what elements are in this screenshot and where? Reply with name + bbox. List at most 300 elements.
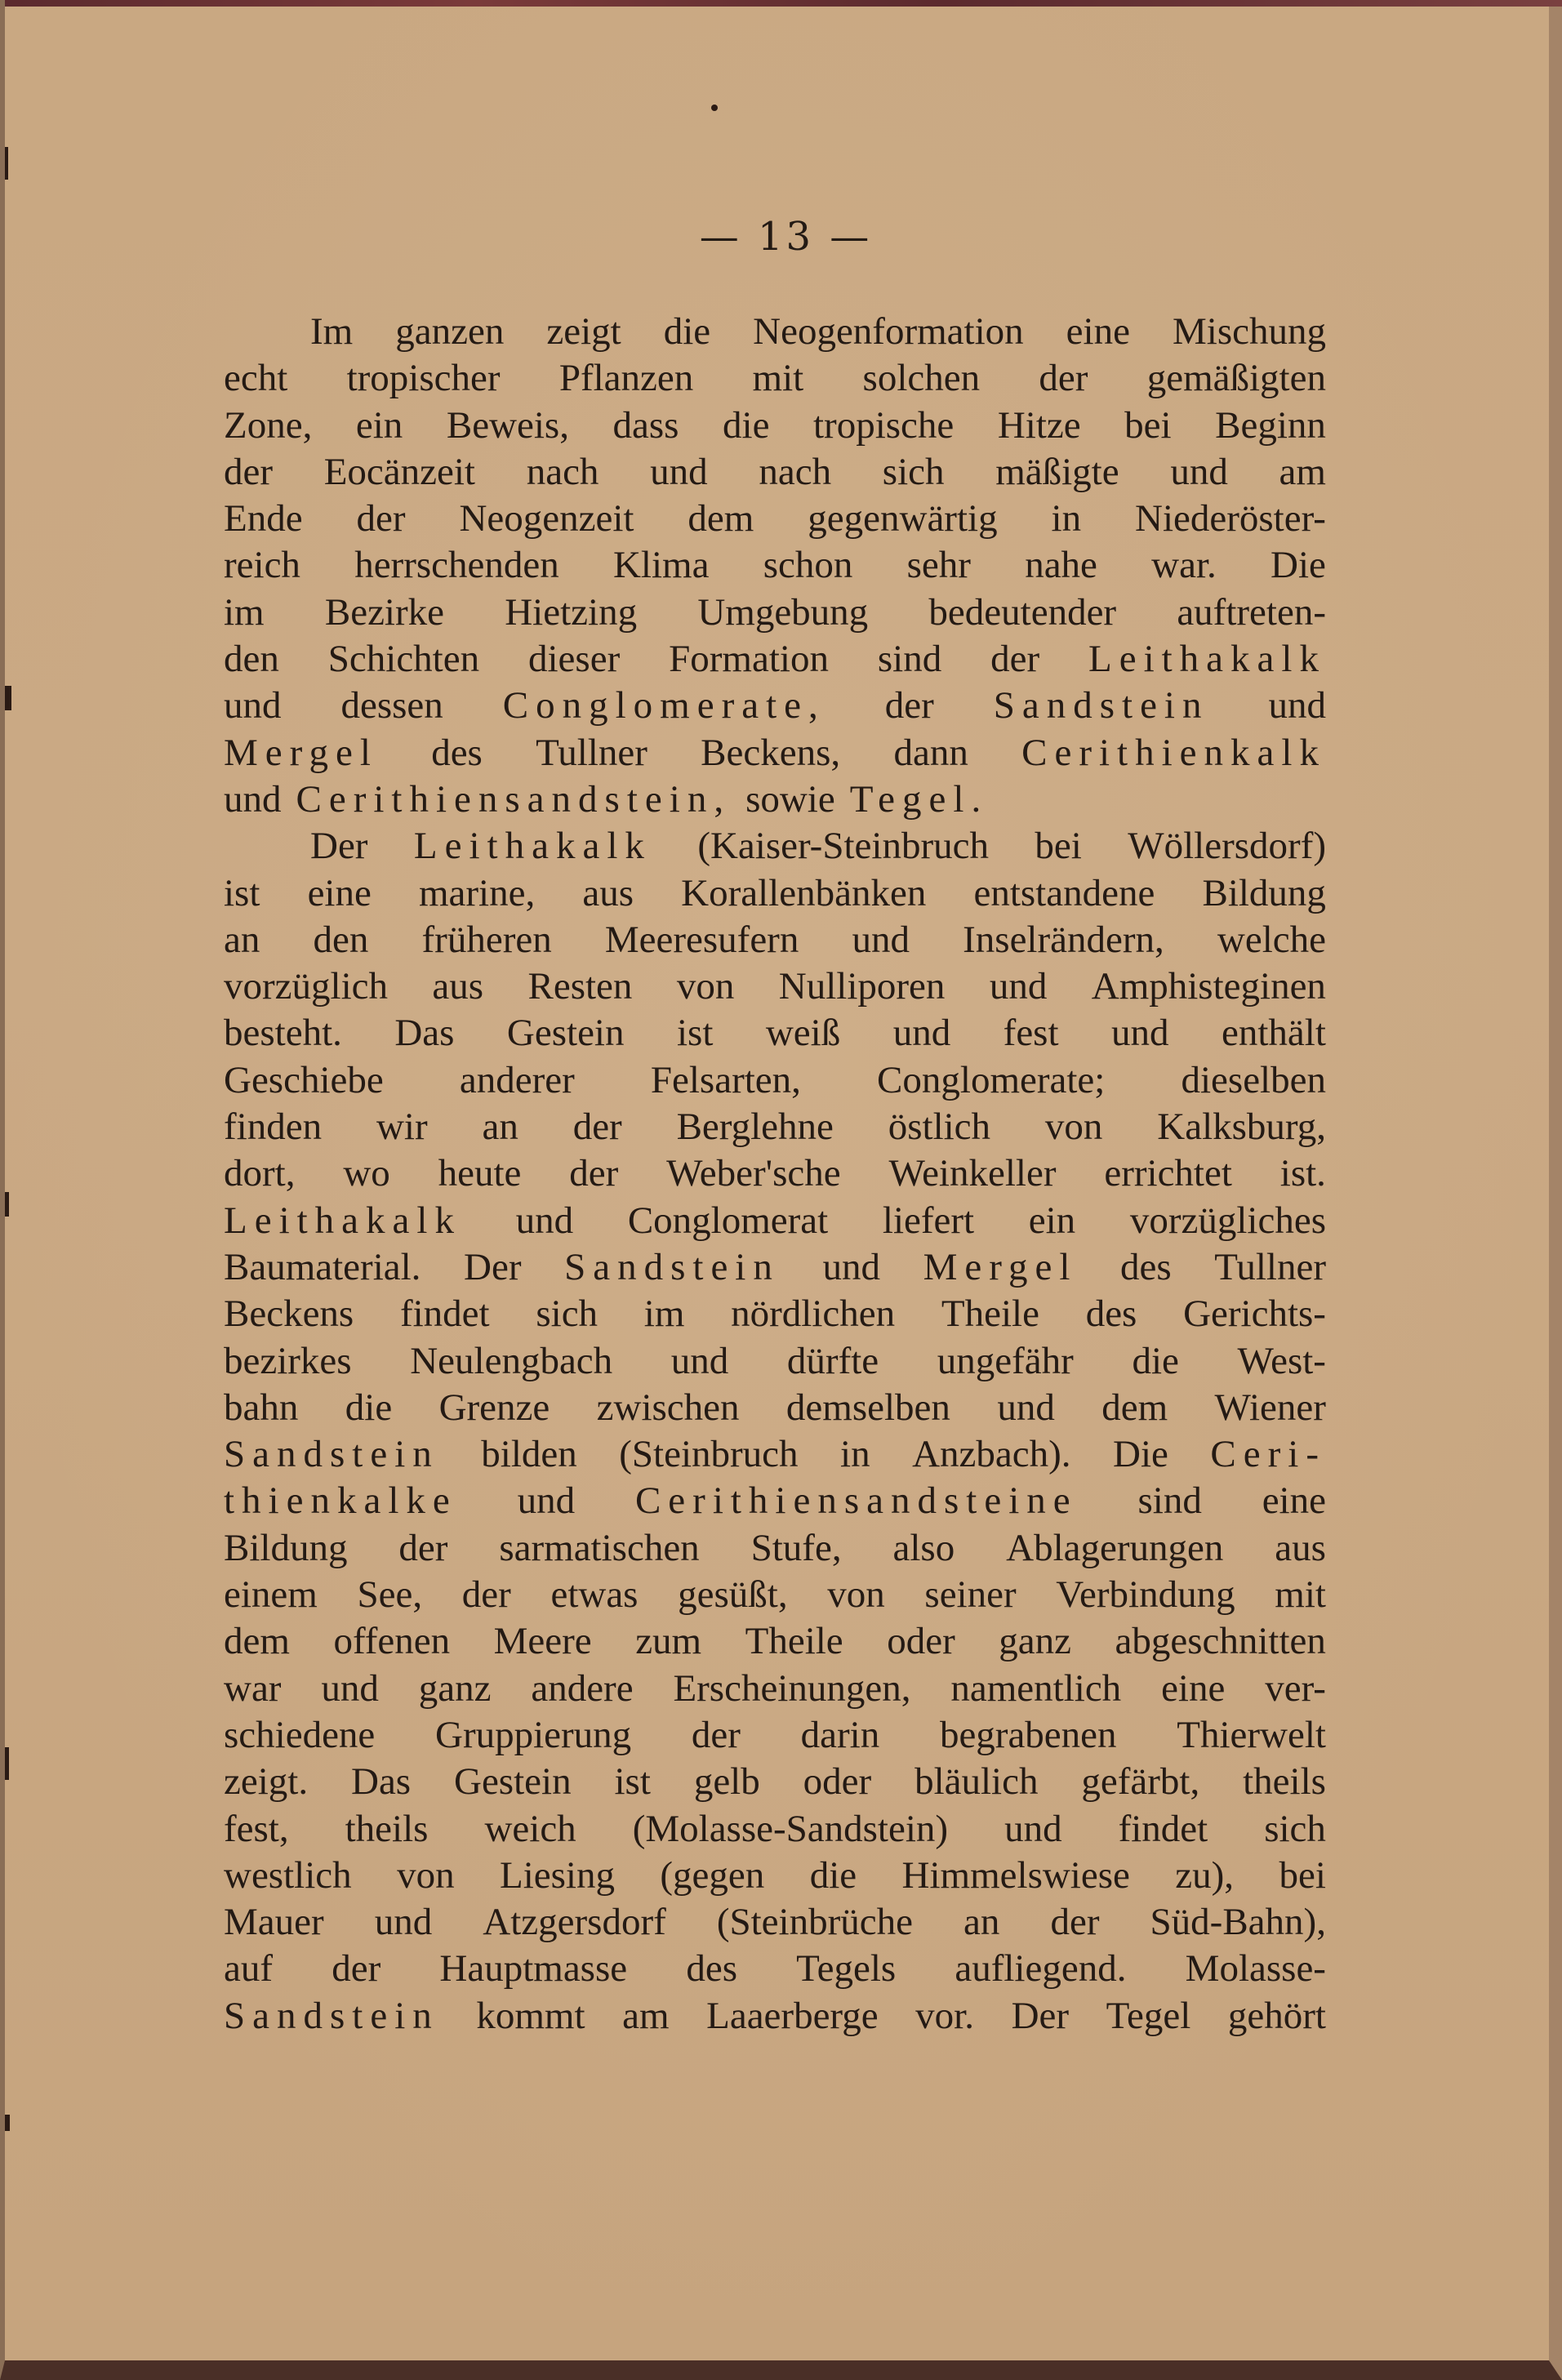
text-line	[224, 963, 1326, 1010]
word: Tegels	[796, 1947, 897, 1991]
text-line	[224, 636, 1326, 683]
word: Grenze	[438, 1386, 550, 1429]
word: Leithakalk	[1088, 638, 1326, 681]
word: besteht.	[224, 1012, 342, 1055]
word: ist.	[1279, 1152, 1326, 1195]
word: demselben	[785, 1386, 950, 1429]
word: Conglomerat	[627, 1199, 829, 1242]
word: also	[892, 1526, 955, 1569]
word: den	[313, 918, 369, 961]
word: Weinkeller	[888, 1152, 1057, 1195]
word: wir	[376, 1105, 428, 1149]
word: von	[676, 965, 735, 1008]
word: an	[963, 1901, 1000, 1944]
word: und	[852, 918, 910, 961]
word: mäßigte	[995, 450, 1119, 493]
text-line	[224, 355, 1326, 402]
word: vor.	[915, 1994, 974, 2037]
word: die	[345, 1386, 393, 1429]
word: ver-	[1265, 1666, 1326, 1710]
word: und	[1268, 684, 1326, 727]
word: sind	[1137, 1479, 1202, 1523]
word: im	[224, 590, 265, 634]
word: Meeresufern	[604, 918, 799, 961]
word: eine	[307, 871, 372, 914]
word: Beweis,	[446, 403, 569, 447]
word: Bezirke	[324, 590, 444, 634]
word: die	[723, 403, 770, 447]
text-line	[224, 1057, 1326, 1104]
word: Laaerberge	[706, 1994, 879, 2037]
word: bedeutender	[928, 590, 1117, 634]
word: sehr	[906, 544, 971, 587]
word: Formation	[669, 638, 829, 681]
word: welche	[1217, 918, 1326, 961]
word: dass	[612, 403, 679, 447]
word: oder	[887, 1620, 955, 1663]
word: und	[1111, 1012, 1169, 1055]
text-line	[224, 1759, 1326, 1805]
word: zwischen	[596, 1386, 740, 1429]
word: ganz	[418, 1666, 492, 1710]
word: der	[1050, 1901, 1100, 1944]
binding-mark	[5, 1747, 9, 1780]
word: war.	[1151, 544, 1217, 587]
word: Mergel	[923, 1245, 1078, 1288]
word: Atzgersdorf	[483, 1901, 666, 1944]
text-line	[224, 1010, 1326, 1057]
word: ungefähr	[937, 1339, 1074, 1382]
word: eine	[1066, 310, 1130, 353]
word: und	[321, 1666, 379, 1710]
word: echt	[224, 357, 288, 400]
word: bei	[1279, 1853, 1326, 1897]
word: die	[1132, 1339, 1179, 1382]
page-number: — 13 —	[699, 214, 873, 260]
word: Tullner	[1214, 1245, 1326, 1288]
word: an	[482, 1105, 518, 1149]
word: Thierwelt	[1177, 1713, 1326, 1756]
word: nördlichen	[731, 1292, 896, 1336]
word: Ceri-	[1210, 1433, 1326, 1476]
word: Gestein	[506, 1012, 625, 1055]
word: Theile	[745, 1620, 843, 1663]
word: der	[884, 684, 934, 727]
word: dürfte	[786, 1339, 879, 1382]
text-line	[224, 496, 1326, 542]
word: ist	[676, 1012, 714, 1055]
word: Cerithienkalk	[1021, 731, 1326, 774]
word: die	[663, 310, 711, 353]
word: Amphisteginen	[1091, 965, 1326, 1008]
word: heute	[438, 1152, 522, 1195]
word: Sandstein	[224, 1994, 439, 2037]
word: bei	[1124, 403, 1172, 447]
word: Korallenbänken	[681, 871, 927, 914]
word: Berglehne	[676, 1105, 834, 1149]
text-line	[224, 1666, 1326, 1712]
word: Conglomerate,	[502, 684, 826, 727]
word: ganz	[999, 1620, 1071, 1663]
text-line	[224, 1712, 1326, 1759]
word: der	[569, 1152, 619, 1195]
word: der	[1039, 357, 1088, 400]
word: Wiener	[1214, 1386, 1326, 1429]
word: weich	[484, 1807, 576, 1850]
word: anderer	[459, 1058, 575, 1101]
word: namentlich	[950, 1666, 1122, 1710]
word: Tullner	[536, 731, 647, 774]
word: Leithakalk	[224, 1199, 461, 1242]
word: Molasse-	[1185, 1947, 1326, 1991]
word: Die	[1271, 544, 1326, 587]
word: Cerithiensandstein,	[296, 777, 732, 821]
word: Beckens,	[701, 731, 841, 774]
binding-mark	[5, 686, 11, 710]
word: Mauer	[224, 1901, 324, 1944]
word: zu),	[1175, 1853, 1235, 1897]
word: Süd-Bahn),	[1150, 1901, 1326, 1944]
word: mit	[1275, 1573, 1326, 1617]
word: kommt	[476, 1994, 585, 2037]
text-line	[224, 1431, 1326, 1478]
word: am	[622, 1994, 670, 2037]
word: des	[1120, 1245, 1172, 1288]
text-line	[224, 1338, 1326, 1385]
word: dort,	[224, 1152, 296, 1195]
word: in	[840, 1433, 870, 1476]
word: Nulliporen	[778, 965, 946, 1008]
word: Hauptmasse	[439, 1947, 628, 1991]
word: des	[431, 731, 483, 774]
text-line	[224, 683, 1326, 729]
word: Beginn	[1215, 403, 1326, 447]
word: der	[356, 497, 406, 541]
word: Hitze	[997, 403, 1081, 447]
text-line	[224, 917, 1326, 963]
word: Gerichts-	[1183, 1292, 1326, 1336]
word: Neogenformation	[753, 310, 1024, 353]
word: West-	[1237, 1339, 1326, 1382]
word: vorzügliches	[1129, 1199, 1326, 1242]
word: fest,	[224, 1807, 289, 1850]
word: ein	[355, 403, 403, 447]
word: Geschiebe	[224, 1058, 384, 1101]
word: Leithakalk	[413, 825, 652, 868]
word: und	[515, 1199, 574, 1242]
word: Ende	[224, 497, 303, 541]
word: Tegel	[1106, 1994, 1191, 2037]
word: und	[989, 965, 1048, 1008]
page-top-edge	[5, 0, 1562, 7]
word: solchen	[862, 357, 981, 400]
word: Schichten	[327, 638, 480, 681]
word: dessen	[340, 684, 443, 727]
word: dem	[688, 497, 754, 541]
word: Sandstein	[993, 684, 1209, 727]
word: von	[397, 1853, 455, 1897]
word: tropische	[812, 403, 955, 447]
text-line	[224, 589, 1326, 636]
word: marine,	[418, 871, 536, 914]
word: eine	[1262, 1479, 1326, 1523]
word: und	[670, 1339, 729, 1382]
word: gegenwärtig	[808, 497, 998, 541]
word: tropischer	[346, 357, 501, 400]
word: den	[224, 638, 279, 681]
word: Neogenzeit	[459, 497, 634, 541]
word: Gestein	[454, 1760, 572, 1804]
text-line	[224, 1150, 1326, 1197]
text-line	[224, 776, 1326, 823]
word: Mischung	[1172, 310, 1326, 353]
word: und	[892, 1012, 951, 1055]
word: Das	[394, 1012, 455, 1055]
word: Theile	[941, 1292, 1039, 1336]
text-line	[224, 1244, 1326, 1291]
word: zeigt	[546, 310, 621, 353]
word: ein	[1028, 1199, 1076, 1242]
word: schiedene	[224, 1713, 376, 1756]
word: schon	[763, 544, 853, 587]
word: Klima	[612, 544, 710, 587]
word: der	[691, 1713, 741, 1756]
word: See,	[357, 1573, 423, 1617]
word: seiner	[924, 1573, 1017, 1617]
word: theils	[1243, 1760, 1326, 1804]
word: sich	[536, 1292, 599, 1336]
word: Verbindung	[1056, 1573, 1235, 1617]
word: Der	[464, 1245, 522, 1288]
word: der	[398, 1526, 448, 1569]
word: Eocänzeit	[323, 450, 475, 493]
word: der	[572, 1105, 622, 1149]
word: (Steinbrüche	[716, 1901, 913, 1944]
word: des	[686, 1947, 737, 1991]
word: gesüßt,	[678, 1573, 788, 1617]
word: Baumaterial.	[224, 1245, 421, 1288]
word: gemäßigten	[1146, 357, 1326, 400]
word: abgeschnitten	[1115, 1620, 1326, 1663]
word: und	[822, 1245, 880, 1288]
word: (gegen	[660, 1853, 765, 1897]
word: bahn	[224, 1386, 299, 1429]
binding-mark	[5, 1192, 9, 1217]
word: findet	[399, 1292, 490, 1336]
word: bläulich	[915, 1760, 1039, 1804]
word: Die	[1113, 1433, 1168, 1476]
word: Himmelswiese	[901, 1853, 1130, 1897]
text-line	[224, 1104, 1326, 1150]
word: Umgebung	[697, 590, 869, 634]
text-line	[224, 449, 1326, 496]
body-text	[224, 309, 1326, 2040]
word: offenen	[333, 1620, 451, 1663]
text-line	[224, 542, 1326, 589]
word: der	[990, 638, 1040, 681]
word: Niederöster-	[1135, 497, 1326, 541]
word: Das	[351, 1760, 412, 1804]
word: bilden	[481, 1433, 577, 1476]
word: theils	[345, 1807, 429, 1850]
word: Weber'sche	[666, 1152, 841, 1195]
word: nach	[759, 450, 832, 493]
word: und	[650, 450, 708, 493]
word: Sandstein	[224, 1433, 439, 1476]
word: an	[224, 918, 260, 961]
word: wo	[343, 1152, 390, 1195]
word: sarmatischen	[499, 1526, 700, 1569]
word: und	[224, 684, 282, 727]
word: Im	[310, 310, 354, 353]
word: mit	[752, 357, 804, 400]
word: dieser	[528, 638, 621, 681]
word: Cerithiensandsteine	[634, 1479, 1078, 1523]
word: gelb	[693, 1760, 760, 1804]
word: sich	[882, 450, 945, 493]
word: nach	[526, 450, 599, 493]
word: sich	[1264, 1807, 1326, 1850]
word: gefärbt,	[1081, 1760, 1200, 1804]
ink-dot	[711, 105, 718, 111]
word: von	[827, 1573, 885, 1617]
text-line	[224, 1572, 1326, 1618]
word: früheren	[421, 918, 552, 961]
word: (Steinbruch	[619, 1433, 799, 1476]
word: dann	[893, 731, 968, 774]
text-line	[224, 1946, 1326, 1992]
word: Meere	[493, 1620, 592, 1663]
word: der	[461, 1573, 511, 1617]
text-line	[224, 1385, 1326, 1431]
word: Wöllersdorf)	[1128, 825, 1326, 868]
word: Anzbach).	[912, 1433, 1071, 1476]
text-line	[224, 403, 1326, 449]
word: auf	[224, 1947, 274, 1991]
word: am	[1279, 450, 1326, 493]
text-line	[224, 1993, 1326, 2040]
word: fest	[1003, 1012, 1059, 1055]
word: die	[809, 1853, 857, 1897]
word: gehört	[1227, 1994, 1326, 2037]
word: Inselrändern,	[963, 918, 1164, 961]
word: Neulengbach	[410, 1339, 613, 1382]
text-line	[224, 1899, 1326, 1946]
word: findet	[1118, 1807, 1208, 1850]
word: herrschenden	[354, 544, 559, 587]
word: einem	[224, 1573, 318, 1617]
word: Bildung	[1202, 871, 1326, 914]
word: liefert	[882, 1199, 975, 1242]
word: oder	[803, 1760, 872, 1804]
word: dieselben	[1181, 1058, 1326, 1101]
word: zum	[635, 1620, 702, 1663]
binding-mark	[5, 2115, 10, 2131]
word: Stufe,	[750, 1526, 842, 1569]
word: (Kaiser-Steinbruch	[697, 825, 989, 868]
word: weiß	[765, 1012, 841, 1055]
word: Resten	[527, 965, 633, 1008]
word: auftreten-	[1177, 590, 1326, 634]
word: Pflanzen	[558, 357, 694, 400]
word: sowie	[745, 777, 835, 821]
word: Kalksburg,	[1157, 1105, 1326, 1149]
text-line	[224, 730, 1326, 776]
text-line	[224, 870, 1326, 917]
word: Der	[310, 825, 368, 868]
word: Mergel	[224, 731, 378, 774]
word: ganzen	[395, 310, 505, 353]
binding-mark	[5, 147, 8, 180]
text-line	[224, 1291, 1326, 1337]
word: Felsarten,	[650, 1058, 801, 1101]
word: und	[997, 1386, 1055, 1429]
word: eine	[1161, 1666, 1226, 1710]
word: Sandstein	[564, 1245, 780, 1288]
word: östlich	[888, 1105, 991, 1149]
word: und	[1170, 450, 1228, 493]
word: aus	[1275, 1526, 1326, 1569]
word: bei	[1035, 825, 1082, 868]
word: aus	[582, 871, 634, 914]
word: errichtet	[1104, 1152, 1232, 1195]
word: Erscheinungen,	[673, 1666, 911, 1710]
word: Liesing	[499, 1853, 615, 1897]
word: darin	[800, 1713, 880, 1756]
word: und	[374, 1901, 433, 1944]
word: zeigt.	[224, 1760, 309, 1804]
word: entstandene	[973, 871, 1155, 914]
word: in	[1051, 497, 1082, 541]
word: enthält	[1221, 1012, 1326, 1055]
word: ist	[224, 871, 260, 914]
word: andere	[531, 1666, 634, 1710]
word: begrabenen	[939, 1713, 1117, 1756]
word: bezirkes	[224, 1339, 352, 1382]
word: Hietzing	[505, 590, 638, 634]
word: Der	[1011, 1994, 1070, 2037]
word: Beckens	[224, 1292, 354, 1336]
word: Tegel.	[849, 777, 989, 821]
word: aus	[432, 965, 484, 1008]
text-line	[224, 1806, 1326, 1853]
text-line	[224, 1478, 1326, 1524]
word: sind	[877, 638, 942, 681]
word: von	[1044, 1105, 1103, 1149]
word: war	[224, 1666, 282, 1710]
text-line	[224, 309, 1326, 355]
word: Gruppierung	[435, 1713, 632, 1756]
word: dem	[224, 1620, 290, 1663]
word: Zone,	[224, 403, 313, 447]
word: Conglomerate;	[877, 1058, 1106, 1101]
text-line	[224, 1618, 1326, 1665]
word: Bildung	[224, 1526, 348, 1569]
word: Ablagerungen	[1006, 1526, 1224, 1569]
word: dem	[1101, 1386, 1168, 1429]
word: vorzüglich	[224, 965, 388, 1008]
word: etwas	[550, 1573, 639, 1617]
text-line	[224, 1525, 1326, 1572]
word: westlich	[224, 1853, 352, 1897]
word: finden	[224, 1105, 323, 1149]
text-line	[224, 1853, 1326, 1899]
word: der	[332, 1947, 381, 1991]
word: und	[1004, 1807, 1062, 1850]
word: ist	[614, 1760, 651, 1804]
word: des	[1085, 1292, 1137, 1336]
word: der	[224, 450, 274, 493]
